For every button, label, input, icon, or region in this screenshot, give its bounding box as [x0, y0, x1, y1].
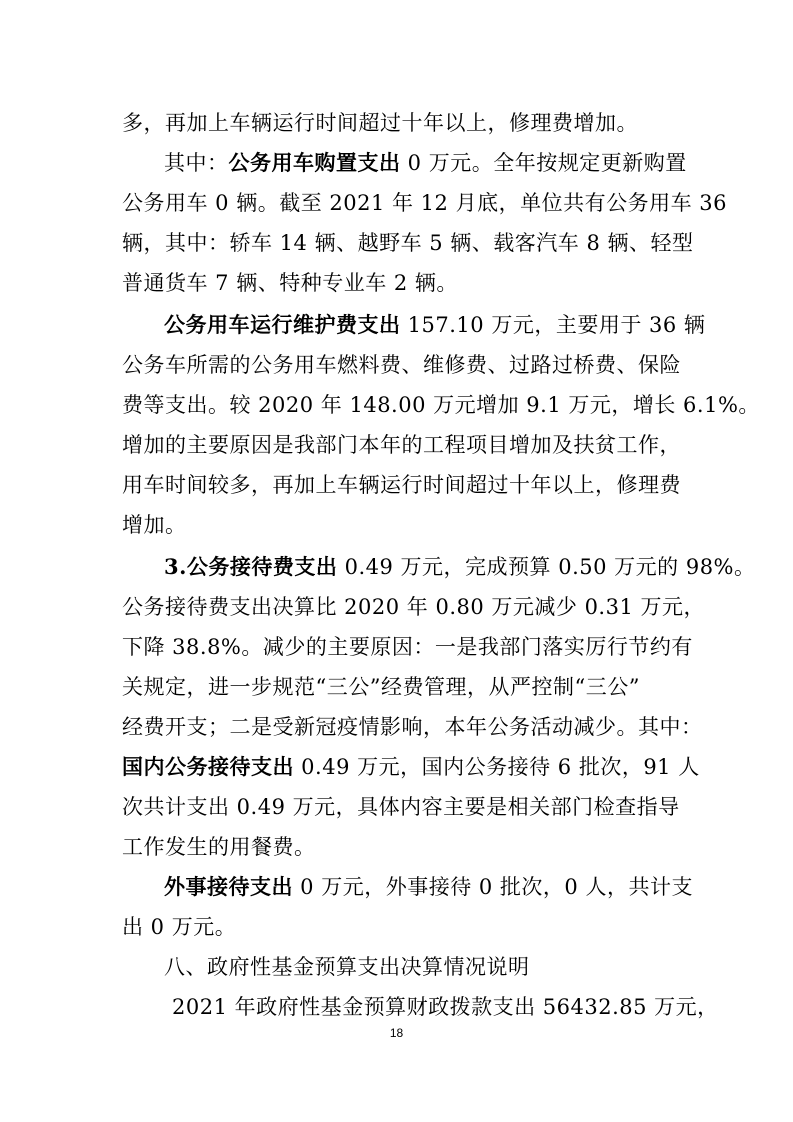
text-line [0, 108, 793, 138]
text-line [0, 188, 793, 218]
text-segment: 费等支出。较 2020 年 148.00 万元增加 9.1 万元，增长 6.1%。 [122, 393, 760, 417]
text-line [0, 390, 793, 420]
text-segment: 关规定，进一步规范“三公”经费管理，从严控制“三公” [122, 675, 640, 699]
text-segment: 普通货车 7 辆、特种专业车 2 辆。 [122, 271, 458, 295]
text-line [0, 228, 793, 258]
text-segment: 增加的主要原因是我部门本年的工程项目增加及扶贫工作， [122, 433, 681, 457]
text-line [0, 912, 793, 942]
text-segment: 0.49 万元，国内公务接待 6 批次，91 人 [294, 755, 700, 779]
text-segment: 下降 38.8%。减少的主要原因：一是我部门落实厉行节约有 [122, 635, 693, 659]
bold-term: 3.公务接待费支出 [164, 554, 338, 579]
text-line [0, 148, 793, 178]
text-segment: 用车时间较多，再加上车辆运行时间超过十年以上，修理费 [122, 473, 681, 497]
text-line [0, 470, 793, 500]
text-segment: 157.10 万元，主要用于 36 辆 [400, 313, 706, 337]
text-segment: 0 万元，外事接待 0 批次，0 人，共计支 [293, 875, 693, 899]
text-segment: 次共计支出 0.49 万元，具体内容主要是相关部门检查指导 [122, 795, 680, 819]
text-line [0, 310, 793, 340]
text-segment: 公务用车 0 辆。截至 2021 年 12 月底，单位共有公务用车 36 [122, 191, 727, 215]
text-line [0, 552, 793, 582]
text-segment: 增加。 [122, 513, 187, 537]
text-segment: 2021 年政府性基金预算财政拨款支出 56432.85 万元， [172, 995, 719, 1019]
text-line [0, 592, 793, 622]
text-segment: 全年按规定更新购置 [493, 151, 687, 175]
text-line [0, 510, 793, 540]
text-line [0, 350, 793, 380]
text-line [0, 872, 793, 902]
text-segment: 多，再加上车辆运行时间超过十年以上，修理费增加。 [122, 111, 638, 135]
bold-term: 公务用车运行维护费支出 [164, 312, 401, 337]
section-heading [0, 952, 793, 982]
text-segment: 0.49 万元，完成预算 0.50 万元的 98%。 [337, 555, 756, 579]
text-line [0, 268, 793, 298]
text-segment: 工作发生的用餐费。 [122, 835, 316, 859]
bold-term: 国内公务接待支出 [122, 754, 294, 779]
text-segment: 出 0 万元。 [122, 915, 237, 939]
text-line [0, 992, 793, 1022]
text-line [0, 672, 793, 702]
text-segment: 0 万元。 [400, 151, 494, 175]
heading-text: 八、政府性基金预算支出决算情况说明 [164, 955, 530, 979]
text-line [0, 430, 793, 460]
text-segment: 辆，其中：轿车 14 辆、越野车 5 辆、载客汽车 8 辆、轻型 [122, 231, 694, 255]
text-segment: 公务车所需的公务用车燃料费、维修费、过路过桥费、保险 [122, 353, 681, 377]
text-line [0, 712, 793, 742]
bold-term: 外事接待支出 [164, 874, 293, 899]
page-number: 18 [389, 1026, 404, 1040]
text-line [0, 832, 793, 862]
text-segment: 其中： [164, 151, 229, 175]
bold-term: 公务用车购置支出 [228, 150, 401, 175]
text-segment: 经费开支；二是受新冠疫情影响，本年公务活动减少。其中： [122, 715, 703, 739]
text-line [0, 792, 793, 822]
text-line [0, 752, 793, 782]
text-segment: 公务接待费支出决算比 2020 年 0.80 万元减少 0.31 万元， [122, 595, 706, 619]
text-line [0, 632, 793, 662]
